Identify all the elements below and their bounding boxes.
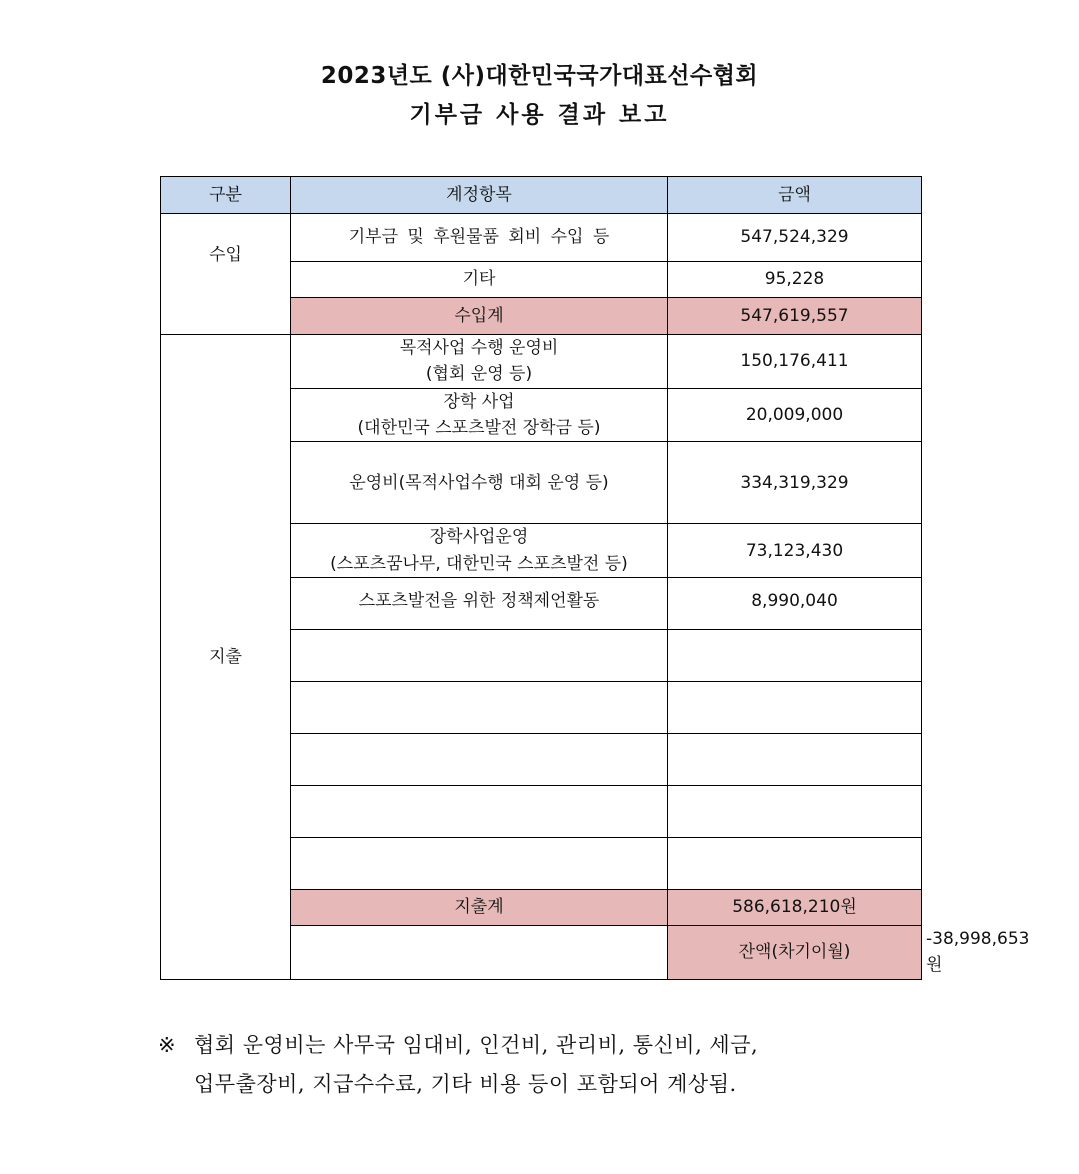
balance-label: 잔액(차기이월) [668,926,922,980]
income-total-label: 수입계 [291,298,668,335]
expense-category-label: 지출 [161,335,291,980]
expense-item-line2: (대한민국 스포츠발전 장학금 등) [357,418,601,439]
empty-cell [291,786,668,838]
income-amount: 95,228 [668,262,922,298]
expense-amount: 20,009,000 [668,388,922,442]
empty-cell [668,630,922,682]
donation-report-table [160,176,1030,980]
empty-cell [668,838,922,890]
footnote-text-line2: 업무출장비, 지급수수료, 기타 비용 등이 포함되어 계상됨. [194,1072,737,1096]
expense-amount: 334,319,329 [668,442,922,524]
expense-amount: 150,176,411 [668,335,922,389]
expense-amount: 73,123,430 [668,524,922,578]
table-header-row [161,177,922,214]
expense-item [291,335,668,389]
expense-item: 스포츠발전을 위한 정책제언활동 [291,578,668,630]
table-row [161,335,922,389]
report-title-line2: 기부금 사용 결과 보고 [409,102,670,128]
expense-item-line1: 장학사업운영 [429,527,529,548]
expense-item-line2: (스포츠꿈나무, 대한민국 스포츠발전 등) [330,553,628,574]
income-total-amount: 547,619,557 [668,298,922,335]
expense-item-line1: 목적사업 수행 운영비 [399,338,559,358]
income-amount: 547,524,329 [668,214,922,262]
expense-total-amount: 586,618,210원 [668,890,922,926]
expense-item: 운영비(목적사업수행 대회 운영 등) [291,442,668,524]
expense-item-line2: (협회 운영 등) [425,364,533,385]
expense-total-label: 지출계 [291,890,668,926]
reference-mark-icon: ※ [158,1033,177,1057]
income-category-label: 수입 [161,214,291,335]
expense-item [291,524,668,578]
header-category: 구분 [161,177,291,214]
empty-cell [291,630,668,682]
empty-cell [291,838,668,890]
income-item: 기부금 및 후원물품 회비 수입 등 [291,214,668,262]
table-row [161,214,922,262]
footnote [158,1026,958,1104]
empty-cell [668,682,922,734]
report-title-line1: 2023년도 (사)대한민국국가대표선수협회 [320,63,759,89]
empty-cell [291,682,668,734]
footnote-text-line1: 협회 운영비는 사무국 임대비, 인건비, 관리비, 통신비, 세금, [194,1033,759,1057]
income-item: 기타 [291,262,668,298]
balance-row: 잔액(차기이월) -38,998,653원 [161,926,922,980]
footnote-line1 [158,1026,958,1065]
expense-amount: 8,990,040 [668,578,922,630]
expense-item-line1: 장학 사업 [443,391,515,412]
header-item: 계정항목 [291,177,668,214]
empty-cell [668,734,922,786]
balance-category-empty [291,926,668,980]
empty-cell [668,786,922,838]
expense-item [291,388,668,442]
empty-cell [291,734,668,786]
header-amount: 금액 [668,177,922,214]
